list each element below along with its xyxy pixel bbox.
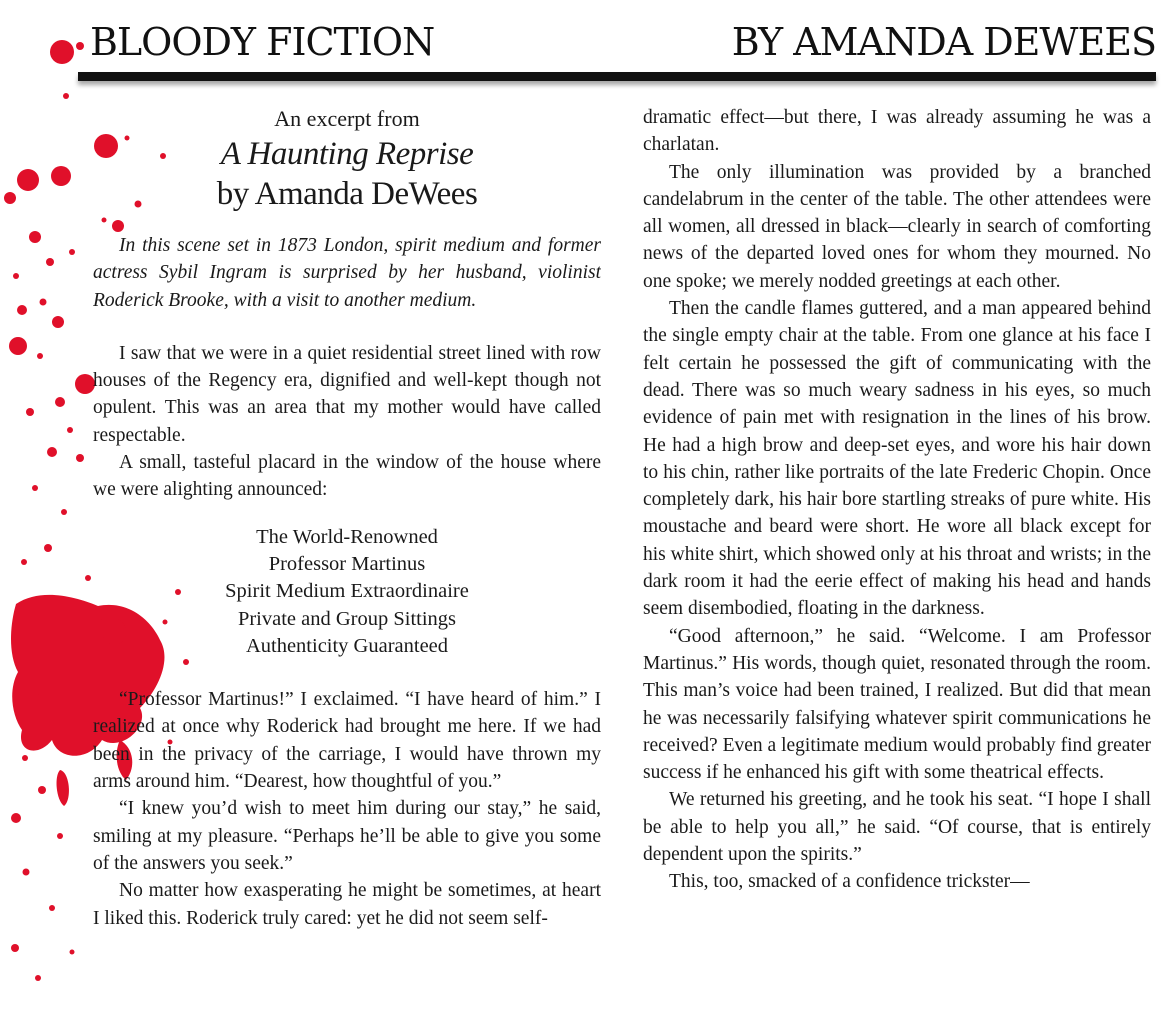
placard-line: Professor Martinus [268, 552, 426, 575]
header-title-left: BLOODY FICTION [90, 20, 435, 64]
placard-line: The World-Renowned [256, 525, 438, 548]
paragraph: “Professor Martinus!” I exclaimed. “I have heard of him.” I realized at once why Roderick had brought me here. If we had been in the privacy of the carriage, I would have thrown my arms around him. “Dearest, how thoughtful of you.” [93, 689, 601, 793]
placard-line: Private and Group Sittings [237, 607, 457, 630]
paragraph: Then the candle flames guttered, and a man appeared behind the single empty chair at the table. From one glance at his face I felt certain he possessed the gift of communicating with the dead. There was so much weary sadness in his eyes, so much evidence of pain met with resignation in the lines of his brow. He had a high brow and deep-set eyes, and wore his hair down to his chin, rather like portraits of the late Frederic Chopin. Once completely dark, his hair bore startling streaks of pure white. His moustache and beard were short. He wore all black except for his white shirt, which showed only at his throat and wrists; in the dark room it had the eerie effect of making his head and hands seem disembodied, floating in the darkness. [643, 298, 1151, 620]
paragraph: The only illumination was provided by a branched candelabrum in the center of the table. The other attendees were all women, all dressed in black—clearly in search of comforting news of the departed loved ones for whom they mourned. No one spoke; we merely nodded greetings at each other. [643, 161, 1151, 292]
placard-line: Authenticity Guaranteed [245, 634, 449, 657]
paragraph-continuation: dramatic effect—but there, I was already assuming he was a charlatan. [643, 107, 1151, 156]
book-byline: by Amanda DeWees [216, 176, 478, 212]
header-rule [78, 72, 1156, 81]
paragraph: A small, tasteful placard in the window of the house where we were alighting announced: [93, 452, 601, 501]
right-column [643, 104, 1151, 1001]
paragraph: “Good afternoon,” he said. “Welcome. I am Professor Martinus.” His words, though quiet, resonated through the room. This man’s voice had been trained, I realized. But did that mean he was necessarily falsifying whatever spirit communications he received? Even a legitimate medium would probably find greater success if he enhanced his gift with some theatrical effects. [643, 625, 1151, 784]
synopsis: In this scene set in 1873 London, spirit medium and former actress Sybil Ingram is surprised by her husband, violinist Roderick Brooke, with a visit to another medium. [93, 235, 601, 311]
placard-line: Spirit Medium Extraordinaire [225, 580, 469, 603]
header-title-right: BY AMANDA DEWEES [731, 20, 1156, 64]
paragraph: “I knew you’d wish to meet him during our stay,” he said, smiling at my pleasure. “Perhaps he’ll be able to give you some of the answers you seek.” [93, 798, 601, 874]
paragraph: No matter how exasperating he might be sometimes, at heart I liked this. Roderick truly cared: yet he did not seem self- [93, 880, 601, 929]
excerpt-intro: An excerpt from [274, 106, 420, 131]
left-column [93, 104, 601, 1001]
placard [93, 524, 601, 660]
paragraph: This, too, smacked of a confidence trickster— [669, 871, 1030, 893]
left-body [93, 340, 601, 932]
book-title: A Haunting Reprise [220, 136, 474, 172]
paragraph: We returned his greeting, and he took his seat. “I hope I shall be able to help you all,” he said. “Of course, that is entirely dependent upon the spirits.” [643, 789, 1151, 866]
paragraph: I saw that we were in a quiet residential street lined with row houses of the Regency era, dignified and well-kept though not opulent. This was an area that my mother would have called respectable. [93, 342, 601, 446]
